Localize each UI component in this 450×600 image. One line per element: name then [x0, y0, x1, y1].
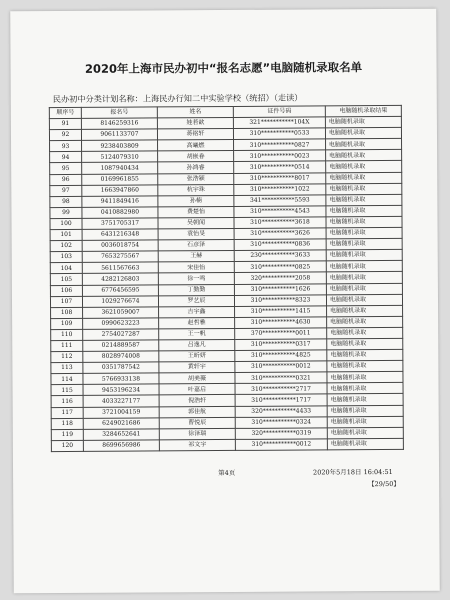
cell-result: 电脑随机录取 [327, 338, 403, 350]
cell-sequence: 116 [51, 396, 83, 407]
cell-registration-number: 3721004159 [83, 406, 159, 418]
cell-sequence: 101 [50, 229, 82, 240]
cell-result: 电脑随机录取 [327, 361, 403, 373]
cell-name: 祁文宇 [159, 439, 235, 451]
cell-name: 娃若歆 [157, 118, 233, 130]
cell-sequence: 94 [50, 152, 82, 163]
cell-id-number: 320***********0319 [235, 428, 327, 440]
cell-registration-number: 0990623223 [83, 318, 159, 330]
cell-result: 电脑随机录取 [326, 172, 402, 184]
cell-name: 杭宇珠 [158, 184, 234, 196]
cell-name: 王一帆 [159, 328, 235, 340]
cell-name: 罗艺辰 [158, 295, 234, 307]
cell-id-number: 310***********1717 [235, 394, 327, 406]
cell-sequence: 109 [51, 318, 83, 329]
column-header-sequence: 顺序号 [49, 107, 81, 118]
cell-registration-number: 5766933138 [83, 373, 159, 385]
cell-result: 电脑随机录取 [327, 405, 403, 417]
cell-sequence: 103 [50, 252, 82, 263]
cell-sequence: 108 [51, 307, 83, 318]
cell-name: 吉宇鑫 [159, 306, 235, 318]
cell-name: 胡嵌眷 [158, 151, 234, 163]
cell-registration-number: 0351787542 [83, 362, 159, 374]
cell-name: 黄轩宇 [159, 362, 235, 374]
cell-result: 电脑随机录取 [325, 117, 401, 129]
cell-name: 王昕妍 [159, 351, 235, 363]
cell-id-number: 370***********0011 [235, 328, 327, 340]
cell-sequence: 98 [50, 196, 82, 207]
plan-name: 民办初中分类计划名称：上海民办行知二中实验学校（统招）（走读） [52, 92, 303, 105]
cell-result: 电脑随机录取 [327, 416, 403, 428]
cell-result: 电脑随机录取 [326, 194, 402, 206]
cell-id-number: 310***********0317 [235, 339, 327, 351]
cell-id-number: 321***********104X [233, 117, 325, 129]
cell-name: 胡美薇 [159, 373, 235, 385]
page-count: 【29/50】 [368, 479, 400, 489]
cell-registration-number: 3751705317 [82, 218, 158, 230]
cell-id-number: 310***********2717 [235, 383, 327, 395]
cell-sequence: 118 [51, 418, 83, 429]
cell-sequence: 95 [50, 163, 82, 174]
cell-name: 孙鸿睿 [158, 162, 234, 174]
cell-registration-number: 9238403809 [82, 140, 158, 152]
cell-sequence: 111 [51, 340, 83, 351]
cell-result: 电脑随机录取 [326, 205, 402, 217]
cell-sequence: 93 [50, 141, 82, 152]
cell-registration-number: 6249021686 [83, 418, 159, 430]
cell-id-number: 310***********1415 [235, 306, 327, 318]
cell-result: 电脑随机录取 [326, 294, 402, 306]
cell-sequence: 112 [51, 351, 83, 362]
cell-registration-number: 4282126803 [82, 273, 158, 285]
cell-result: 电脑随机录取 [326, 161, 402, 173]
cell-id-number: 310***********0533 [233, 128, 325, 140]
cell-registration-number: 7653275567 [82, 251, 158, 263]
cell-name: 袁怡旻 [158, 228, 234, 240]
cell-result: 电脑随机录取 [327, 316, 403, 328]
cell-id-number: 310***********4630 [235, 317, 327, 329]
cell-result: 电脑随机录取 [326, 239, 402, 251]
cell-id-number: 230***********3633 [234, 250, 326, 262]
cell-name: 叶嘉启 [159, 384, 235, 396]
cell-sequence: 97 [50, 185, 82, 196]
cell-result: 电脑随机录取 [326, 250, 402, 262]
print-timestamp: 2020年5月18日 16:04:51 [313, 467, 393, 477]
cell-result: 电脑随机录取 [327, 349, 403, 361]
cell-name: 宋佳怡 [158, 262, 234, 274]
cell-sequence: 107 [50, 296, 82, 307]
cell-sequence: 114 [51, 374, 83, 385]
cell-registration-number: 0214889587 [83, 340, 159, 352]
cell-name: 吴朝闻 [158, 217, 234, 229]
cell-result: 电脑随机录取 [325, 128, 401, 140]
cell-result: 电脑随机录取 [326, 216, 402, 228]
cell-name: 孙楠 [158, 195, 234, 207]
cell-id-number: 310***********8323 [234, 294, 326, 306]
admission-table [49, 105, 404, 452]
cell-sequence: 99 [50, 207, 82, 218]
cell-id-number: 320***********2058 [234, 272, 326, 284]
cell-id-number: 310***********0023 [234, 150, 326, 162]
cell-id-number: 310***********0825 [234, 261, 326, 273]
cell-sequence: 91 [49, 118, 81, 129]
cell-id-number: 310***********0836 [234, 239, 326, 251]
cell-id-number: 341***********5593 [234, 195, 326, 207]
cell-registration-number: 1663947860 [82, 185, 158, 197]
cell-result: 电脑随机录取 [326, 261, 402, 273]
cell-registration-number: 9411849416 [82, 196, 158, 208]
cell-registration-number: 9453196234 [83, 384, 159, 396]
cell-registration-number: 5611567663 [82, 262, 158, 274]
cell-registration-number: 2754027287 [83, 329, 159, 341]
cell-sequence: 96 [50, 174, 82, 185]
cell-name: 费楚怡 [158, 206, 234, 218]
cell-sequence: 106 [50, 285, 82, 296]
page-number: 第4页 [218, 468, 236, 478]
cell-result: 电脑随机录取 [327, 438, 403, 450]
cell-id-number: 310***********0012 [235, 439, 327, 451]
cell-result: 电脑随机录取 [327, 305, 403, 317]
cell-result: 电脑随机录取 [326, 183, 402, 195]
cell-sequence: 102 [50, 240, 82, 251]
cell-result: 电脑随机录取 [327, 394, 403, 406]
cell-id-number: 310***********1022 [234, 184, 326, 196]
cell-result: 电脑随机录取 [327, 327, 403, 339]
column-header-registration-number: 报名号 [81, 107, 157, 119]
cell-result: 电脑随机录取 [326, 139, 402, 151]
cell-registration-number: 1029276674 [82, 296, 158, 308]
cell-id-number: 310***********0827 [234, 139, 326, 151]
cell-name: 蒋铭轩 [157, 129, 233, 141]
cell-name: 高曦燃 [158, 140, 234, 152]
cell-name: 赵哲雅 [159, 317, 235, 329]
cell-name: 张浩颍 [158, 173, 234, 185]
cell-name: 徐一鸣 [158, 273, 234, 285]
table-row [51, 438, 403, 451]
cell-registration-number: 9061133707 [81, 129, 157, 141]
cell-registration-number: 1087940434 [82, 162, 158, 174]
cell-result: 电脑随机录取 [326, 227, 402, 239]
cell-name: 石彦泽 [158, 240, 234, 252]
cell-sequence: 113 [51, 363, 83, 374]
cell-id-number: 310***********4825 [235, 350, 327, 362]
table-body [49, 117, 403, 452]
column-header-name: 姓名 [157, 106, 233, 118]
cell-id-number: 310***********0012 [235, 361, 327, 373]
cell-result: 电脑随机录取 [326, 150, 402, 162]
cell-registration-number: 6776456595 [82, 284, 158, 296]
cell-registration-number: 3621059007 [83, 307, 159, 319]
cell-id-number: 320***********4433 [235, 405, 327, 417]
cell-sequence: 105 [50, 274, 82, 285]
cell-result: 电脑随机录取 [326, 272, 402, 284]
cell-sequence: 119 [51, 429, 83, 440]
cell-name: 王赫 [158, 251, 234, 263]
column-header-result: 电脑随机录取结果 [325, 105, 401, 117]
cell-name: 郭佳航 [159, 406, 235, 418]
cell-registration-number: 8699656986 [83, 440, 159, 452]
cell-registration-number: 3284652641 [83, 429, 159, 441]
cell-name: 倪浩轩 [159, 395, 235, 407]
cell-name: 曹悦辰 [159, 417, 235, 429]
cell-result: 电脑随机录取 [326, 283, 402, 295]
cell-sequence: 115 [51, 385, 83, 396]
cell-id-number: 310***********8017 [234, 172, 326, 184]
cell-sequence: 100 [50, 218, 82, 229]
cell-registration-number: 0036018754 [82, 240, 158, 252]
cell-sequence: 110 [51, 329, 83, 340]
cell-result: 电脑随机录取 [327, 427, 403, 439]
cell-name: 吕逸凡 [159, 339, 235, 351]
cell-sequence: 120 [51, 440, 83, 451]
cell-id-number: 310***********1626 [234, 283, 326, 295]
cell-id-number: 310***********4543 [234, 206, 326, 218]
cell-sequence: 117 [51, 407, 83, 418]
cell-sequence: 104 [50, 263, 82, 274]
cell-id-number: 310***********3618 [234, 217, 326, 229]
cell-sequence: 92 [49, 130, 81, 141]
cell-registration-number: 0169961855 [82, 173, 158, 185]
cell-id-number: 310***********0514 [234, 161, 326, 173]
cell-result: 电脑随机录取 [327, 383, 403, 395]
document-title: 2020年上海市民办初中“报名志愿”电脑随机录取名单 [84, 60, 363, 76]
cell-name: 徐泽瑞 [159, 428, 235, 440]
cell-registration-number: 8028974008 [83, 351, 159, 363]
document-sheet [10, 9, 440, 594]
cell-registration-number: 0410882980 [82, 207, 158, 219]
column-header-id-number: 证件号码 [233, 106, 325, 118]
cell-registration-number: 5124079310 [82, 151, 158, 163]
cell-registration-number: 4033227177 [83, 395, 159, 407]
cell-registration-number: 8146259316 [81, 118, 157, 130]
cell-id-number: 310***********0321 [235, 372, 327, 384]
cell-registration-number: 6431216348 [82, 229, 158, 241]
cell-id-number: 310***********0324 [235, 417, 327, 429]
cell-name: 丁勤勤 [158, 284, 234, 296]
cell-result: 电脑随机录取 [327, 372, 403, 384]
cell-id-number: 310***********3626 [234, 228, 326, 240]
